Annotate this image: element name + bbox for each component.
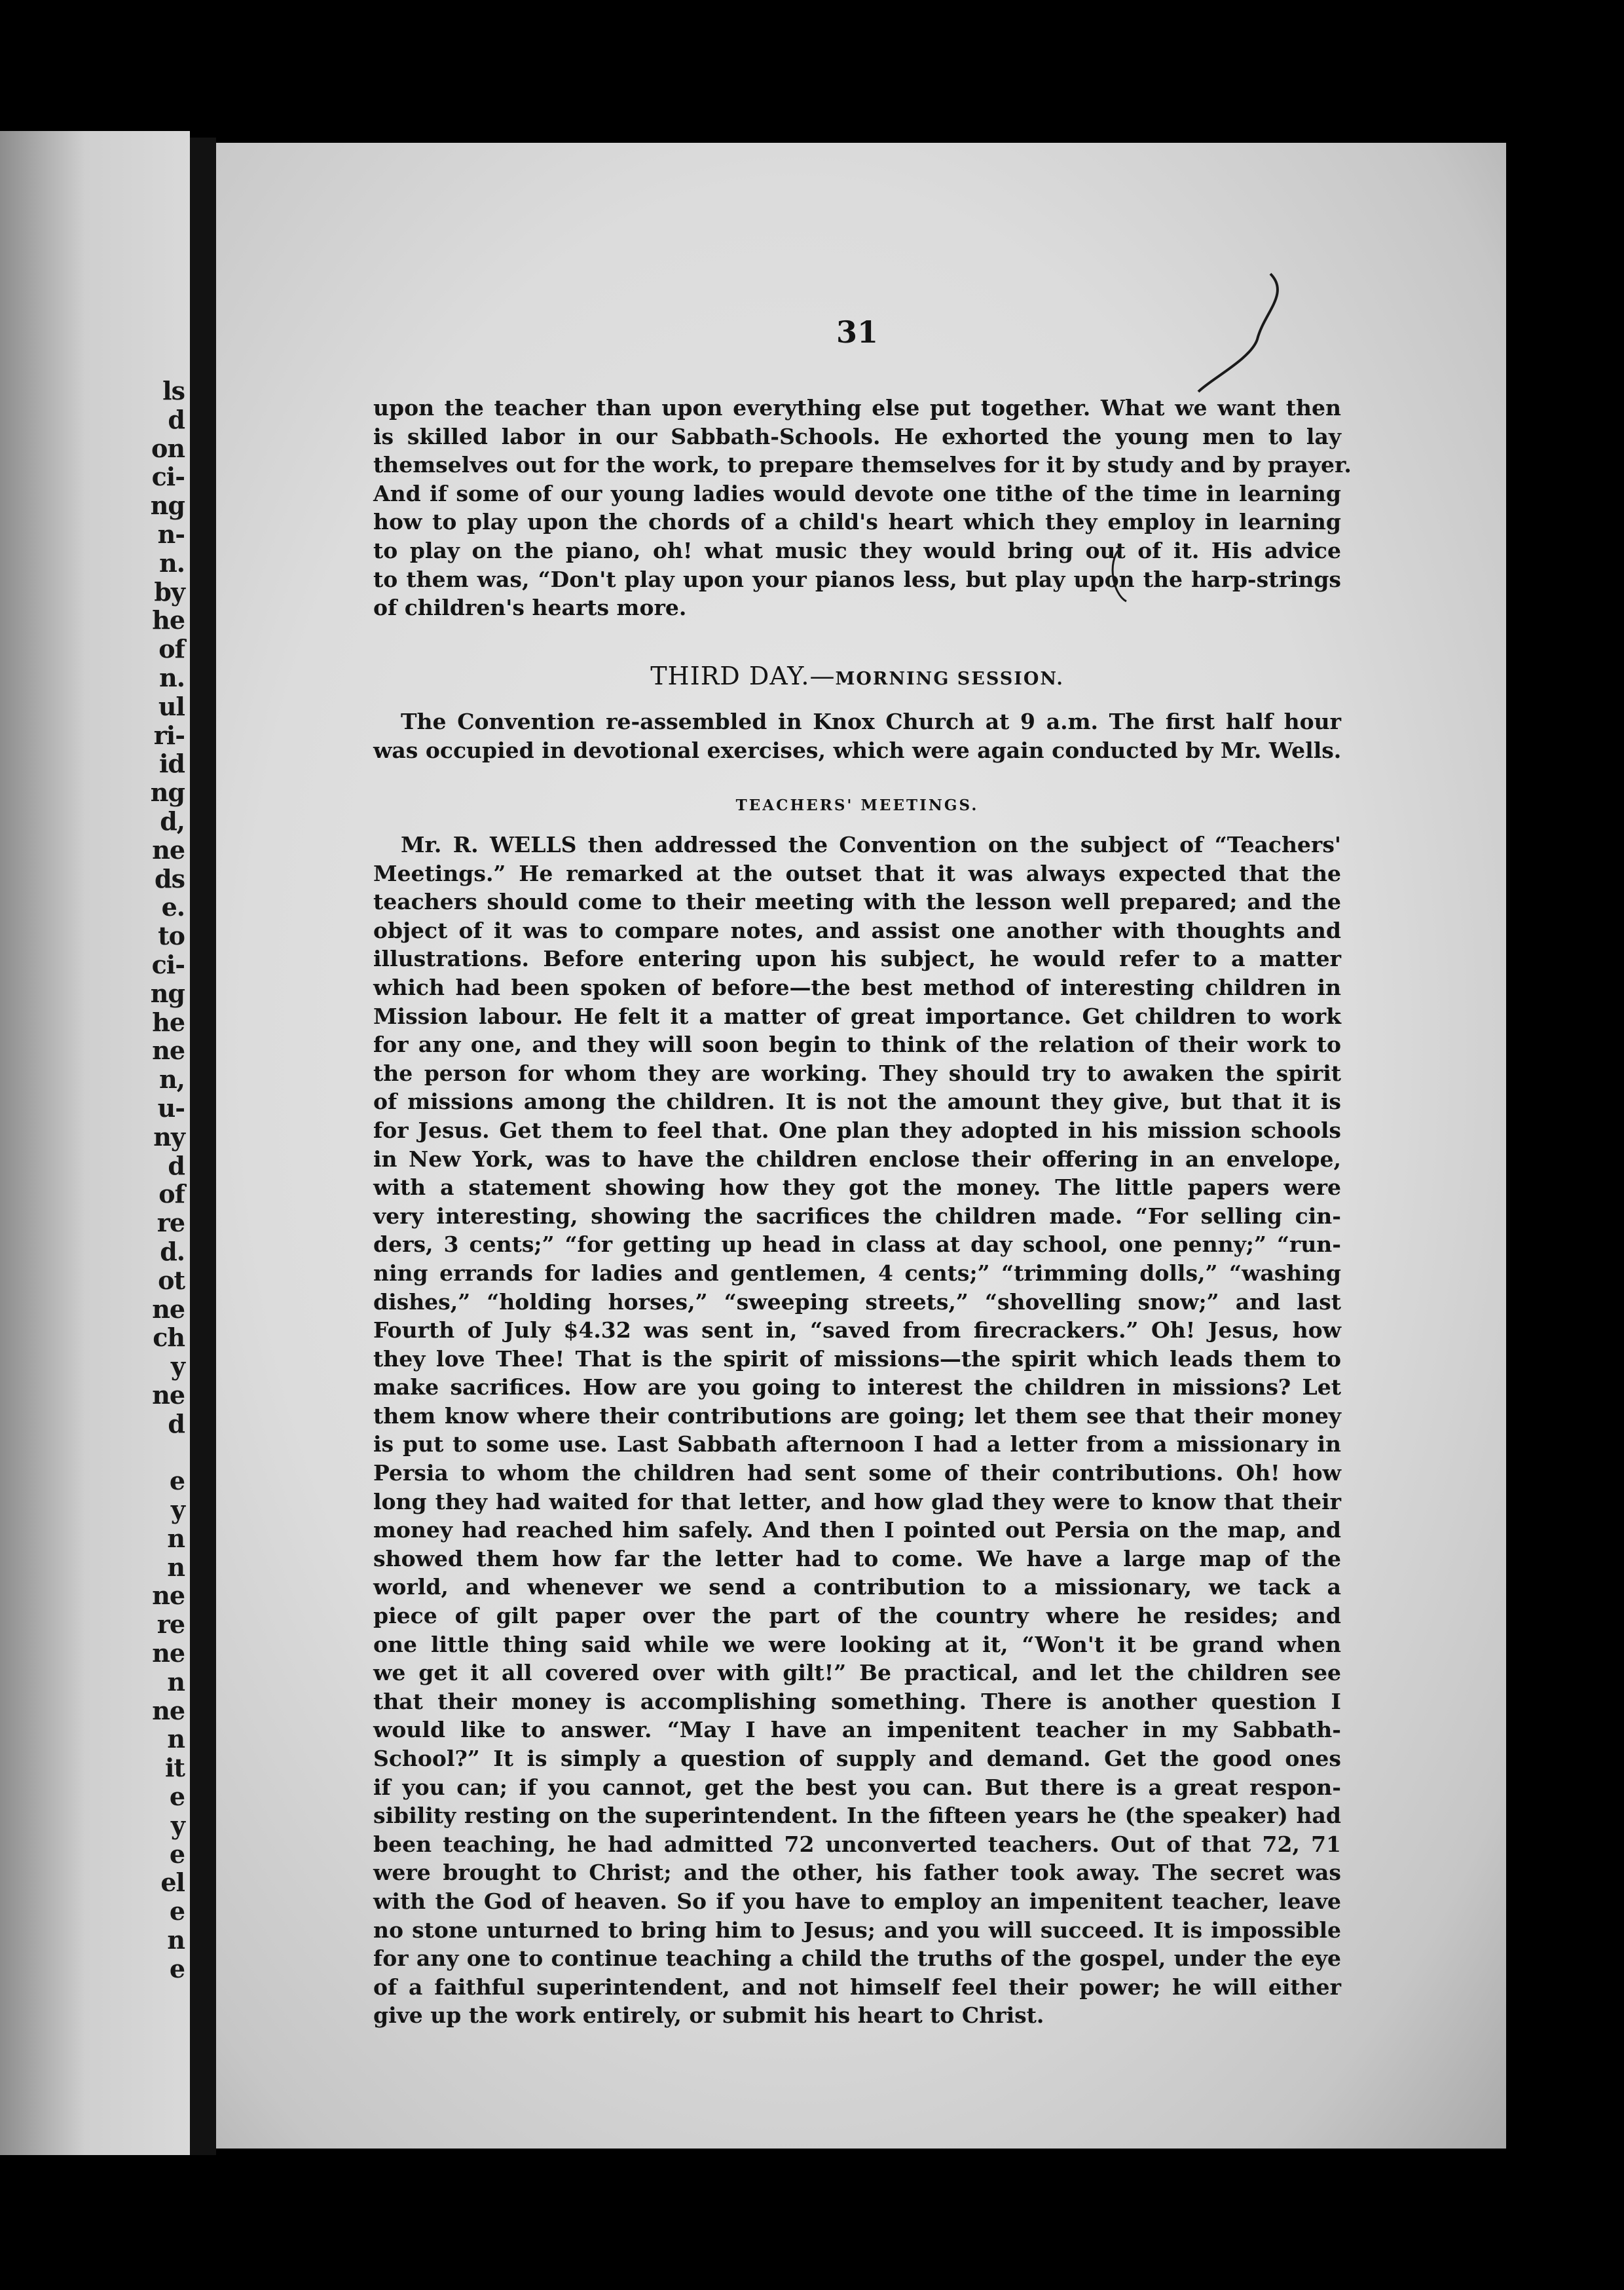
text-line: to them was, “Don't play upon your pianos less, but play upon the harp-strings <box>373 566 1341 592</box>
text-line: them know where their contributions are going; let them see that their money <box>373 1402 1341 1429</box>
text-line: money had reached him safely. And then I pointed out Persia on the map, and <box>373 1517 1341 1543</box>
text-line: dishes,” “holding horses,” “sweeping streets,” “shovelling snow;” and last <box>373 1288 1341 1315</box>
text-line: that their money is accomplishing something. There is another question I <box>373 1688 1341 1714</box>
text-line: with the God of heaven. So if you have to employ an impenitent teacher, leave <box>373 1888 1341 1914</box>
subsection-heading: TEACHERS' MEETINGS. <box>735 797 979 814</box>
text-line: sibility resting on the superintendent. In the fifteen years he (the speaker) had <box>373 1803 1341 1829</box>
text-line: of children's hearts more. <box>373 595 687 621</box>
text-line: for Jesus. Get them to feel that. One plan they adopted in his mission schools <box>373 1117 1341 1143</box>
text-line: illustrations. Before entering upon his subject, he would refer to a matter <box>373 946 1341 972</box>
text-line: give up the work entirely, or submit his heart to Christ. <box>373 2002 1044 2029</box>
text-line: make sacrifices. How are you going to interest the children in missions? Let <box>373 1374 1341 1400</box>
text-line: piece of gilt paper over the part of the country where he resides; and <box>373 1603 1341 1629</box>
text-line: The Convention re-assembled in Knox Church at 9 a.m. The first half hour <box>401 709 1341 734</box>
text-line: themselves out for the work, to prepare themselves for it by study and by prayer. <box>373 452 1352 478</box>
book-gutter <box>190 138 216 2155</box>
text-line: for any one to continue teaching a child the truths of the gospel, under the eye <box>373 1945 1341 1972</box>
facing-page-text-fragments: ls d on ci- ng n- n. by he of n. ul ri- id ng d, ne ds e. to ci- ng he ne n, u- ny d of re d. ot ne ch y ne d e y n n ne re ne n ne n it e y e el e n e <box>150 376 185 1983</box>
text-line: one little thing said while we were looking at it, “Won't it be grand when <box>373 1631 1341 1657</box>
text-line: Mr. R. WELLS then addressed the Convention on the subject of “Teachers' <box>401 832 1341 857</box>
section-heading-session: MORNING SESSION. <box>835 669 1064 689</box>
text-line: to play on the piano, oh! what music they would bring out of it. His advice <box>373 537 1341 563</box>
paragraph-teachers-meetings <box>373 831 1341 2030</box>
paragraph-continued <box>373 394 1352 622</box>
text-line: been teaching, he had admitted 72 unconverted teachers. Out of that 72, 71 <box>373 1831 1341 1857</box>
text-line: upon the teacher than upon everything else put together. What we want then <box>373 395 1341 421</box>
text-line: object of it was to compare notes, and assist one another with thoughts and <box>373 917 1341 943</box>
text-line: of missions among the children. It is not the amount they give, but that it is <box>373 1089 1341 1115</box>
page-number: 31 <box>836 314 878 350</box>
text-line: Persia to whom the children had sent some of their contributions. Oh! how <box>373 1460 1341 1486</box>
text-line: School?” It is simply a question of supply and demand. Get the good ones <box>373 1746 1341 1771</box>
text-line: showed them how far the letter had to come. We have a large map of the <box>373 1545 1341 1571</box>
text-line: in New York, was to have the children enclose their offering in an envelope, <box>373 1146 1341 1172</box>
text-line: Meetings.” He remarked at the outset that it was always expected that the <box>373 860 1341 886</box>
text-line: with a statement showing how they got the money. The little papers were <box>373 1174 1341 1201</box>
text-line: they love Thee! That is the spirit of missions—the spirit which leads them to <box>373 1345 1341 1372</box>
text-line: is skilled labor in our Sabbath-Schools. He exhorted the young men to lay <box>373 423 1341 449</box>
section-heading <box>373 662 1341 690</box>
text-line: which had been spoken of before—the best method of interesting children in <box>373 974 1341 1000</box>
text-line: teachers should come to their meeting with the lesson well prepared; and the <box>373 889 1341 915</box>
text-line: world, and whenever we send a contribution to a missionary, we tack a <box>373 1574 1341 1600</box>
text-line: ning errands for ladies and gentlemen, 4 cents;” “trimming dolls,” “washing <box>373 1260 1341 1286</box>
text-line: were brought to Christ; and the other, his father took away. The secret was <box>373 1860 1341 1886</box>
text-line: long they had waited for that letter, and how glad they were to know that their <box>373 1488 1341 1514</box>
paragraph-convention <box>373 707 1341 764</box>
text-line: Mission labour. He felt it a matter of great importance. Get children to work <box>373 1003 1341 1029</box>
text-line: how to play upon the chords of a child's heart which they employ in learning <box>373 509 1341 535</box>
text-line: for any one, and they will soon begin to think of the relation of their work to <box>373 1032 1341 1058</box>
text-line: we get it all covered over with gilt!” Be practical, and let the children see <box>373 1660 1341 1686</box>
text-line: of a faithful superintendent, and not himself feel their power; he will either <box>373 1974 1341 2000</box>
text-line: would like to answer. “May I have an impenitent teacher in my Sabbath- <box>373 1717 1341 1743</box>
section-heading-day: THIRD DAY.— <box>650 662 836 690</box>
book-page <box>216 143 1506 2149</box>
facing-page <box>0 131 190 2155</box>
text-line: is put to some use. Last Sabbath afternoon I had a letter from a missionary in <box>373 1431 1341 1457</box>
text-line: the person for whom they are working. They should try to awaken the spirit <box>373 1060 1341 1086</box>
text-line: And if some of our young ladies would devote one tithe of the time in learning <box>373 480 1341 506</box>
text-line: Fourth of July $4.32 was sent in, “saved from firecrackers.” Oh! Jesus, how <box>373 1317 1341 1343</box>
text-line: very interesting, showing the sacrifices the children made. “For selling cin- <box>373 1203 1341 1229</box>
text-line: ders, 3 cents;” “for getting up head in class at day school, one penny;” “run- <box>373 1231 1341 1258</box>
text-line: no stone unturned to bring him to Jesus; and you will succeed. It is impossible <box>373 1917 1341 1943</box>
text-line: was occupied in devotional exercises, which were again conducted by Mr. Wells. <box>373 737 1342 763</box>
text-line: if you can; if you cannot, get the best you can. But there is a great respon- <box>373 1774 1341 1800</box>
